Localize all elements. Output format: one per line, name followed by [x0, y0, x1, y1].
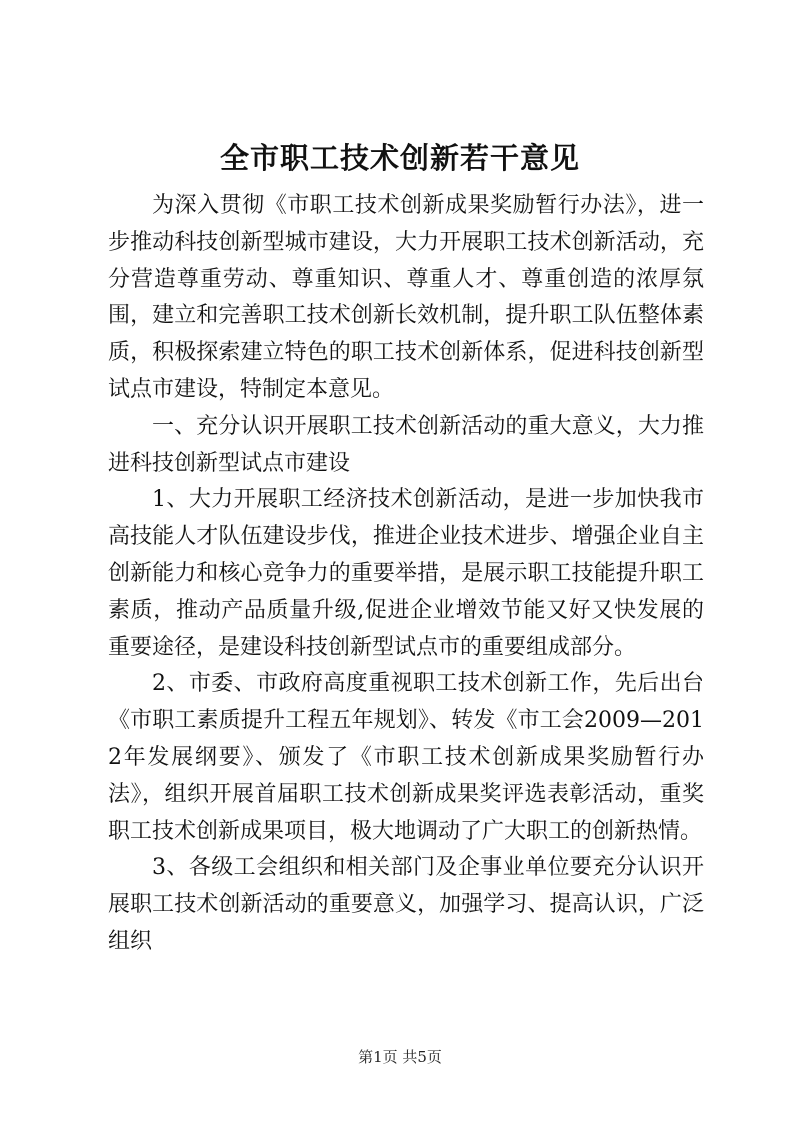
document-body [108, 188, 704, 961]
page-number: 第1页 共5页 [358, 1048, 442, 1066]
document-title: 全市职工技术创新若干意见 [219, 141, 580, 175]
paragraph-section-heading: 一、充分认识开展职工技术创新活动的重大意义，大力推进科技创新型试点市建设 [108, 413, 704, 476]
paragraph-item-3: 3、各级工会组织和相关部门及企事业单位要充分认识开展职工技术创新活动的重要意义，加强学习、提高认识，广泛组织 [108, 855, 704, 954]
paragraph-item-1: 1、大力开展职工经济技术创新活动，是进一步加快我市高技能人才队伍建设步伐，推进企业技术进步、增强企业自主创新能力和核心竞争力的重要举措，是展示职工技能提升职工素质，推动产品质量升级,促进企业增效节能又好又快发展的重要途径，是建设科技创新型试点市的重要组成部分。 [108, 487, 704, 660]
paragraph-intro: 为深入贯彻《市职工技术创新成果奖励暂行办法》，进一步推动科技创新型城市建设，大力开展职工技术创新活动，充分营造尊重劳动、尊重知识、尊重人才、尊重创造的浓厚氛围，建立和完善职工技术创新长效机制，提升职工队伍整体素质，积极探索建立特色的职工技术创新体系，促进科技创新型试点市建设，特制定本意见。 [108, 193, 704, 402]
paragraph-item-2: 2、市委、市政府高度重视职工技术创新工作，先后出台《市职工素质提升工程五年规划》、转发《市工会2009—2012年发展纲要》、颁发了《市职工技术创新成果奖励暂行办法》，组织开展首届职工技术创新成果奖评选表彰活动，重奖职工技术创新成果项目，极大地调动了广大职工的创新热情。 [108, 671, 704, 844]
